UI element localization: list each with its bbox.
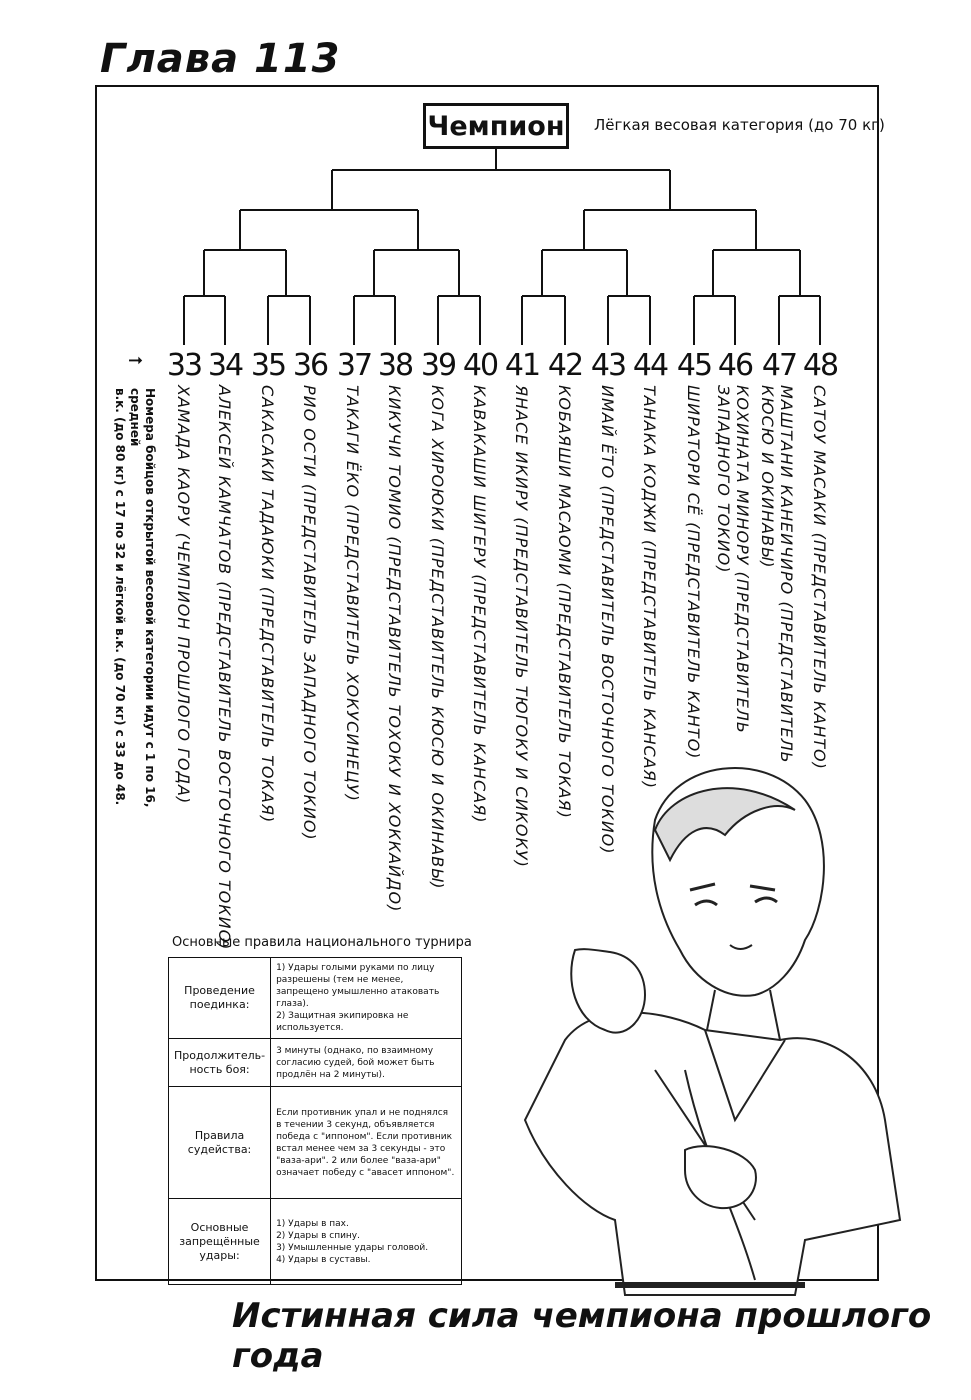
fighter-number: 45: [676, 348, 712, 383]
fighter-name: САТОУ МАСАКИ (ПРЕДСТАВИТЕЛЬ КАНТО): [810, 385, 829, 770]
fighter-number: 44: [632, 348, 668, 383]
fighter-name: ХАМАДА КАОРУ (ЧЕМПИОН ПРОШЛОГО ГОДА): [174, 385, 193, 805]
fighter-name: САКАСАКИ ТАДАЮКИ (ПРЕДСТАВИТЕЛЬ ТОКАЯ): [258, 385, 277, 824]
rule-label: Правила судейства:: [169, 1087, 271, 1199]
fighter-number: 37: [336, 348, 372, 383]
arrow-icon: ➞: [128, 350, 144, 371]
chapter-subtitle: Истинная сила чемпиона прошлого года: [232, 1296, 932, 1376]
fighter-number: 33: [166, 348, 202, 383]
fighter-name: КОБАЯШИ МАСАОМИ (ПРЕДСТАВИТЕЛЬ ТОКАЯ): [555, 385, 574, 819]
table-row: [169, 1039, 462, 1087]
fighter-name: ТАКАГИ ЁКО (ПРЕДСТАВИТЕЛЬ ХОКУСИНЕЦУ): [343, 385, 362, 802]
fighter-number: 40: [462, 348, 498, 383]
fighter-name: ЯНАСЕ ИКИРУ (ПРЕДСТАВИТЕЛЬ ТЮГОКУ И СИКОКУ): [512, 385, 531, 868]
fighter-number: 35: [250, 348, 286, 383]
weight-category: Лёгкая весовая категория (до 70 кг): [594, 116, 885, 134]
fighter-name: ТАНАКА КОДЖИ (ПРЕДСТАВИТЕЛЬ КАНСАЯ): [640, 385, 659, 789]
fighter-number: 38: [377, 348, 413, 383]
rules-table: [168, 957, 462, 1285]
fighter-name: АЛЕКСЕЙ КАМЧАТОВ (ПРЕДСТАВИТЕЛЬ ВОСТОЧНОГО ТОКИО): [215, 385, 234, 951]
fighter-number: 39: [420, 348, 456, 383]
rules-title: Основные правила национального турнира: [172, 935, 472, 950]
fighter-number: 43: [590, 348, 626, 383]
fighter-name: КОГА ХИРОЮКИ (ПРЕДСТАВИТЕЛЬ КЮСЮ И ОКИНАВЫ): [428, 385, 447, 890]
fighter-number: 34: [207, 348, 243, 383]
numbering-note: Номера бойцов открытой весовой категории идут с 1 по 16, средней в.к. (до 80 кг) с 17 по 32 и лёгкой в.к. (до 70 кг) с 33 до 48.: [113, 388, 157, 808]
fighter-name: КОХИНАТА МИНОРУ (ПРЕДСТАВИТЕЛЬ ЗАПАДНОГО ТОКИО): [714, 385, 752, 734]
table-row: [169, 1087, 462, 1199]
rule-label: Продолжитель-ность боя:: [169, 1039, 271, 1087]
fighter-number: 36: [292, 348, 328, 383]
fighter-name: КИКУЧИ ТОМИО (ПРЕДСТАВИТЕЛЬ ТОХОКУ И ХОККАЙДО): [385, 385, 404, 913]
rule-text: 3 минуты (однако, по взаимному согласию судей, бой может быть продлён на 2 минуты).: [271, 1039, 462, 1087]
fighter-name: ИМАЙ ЁТО (ПРЕДСТАВИТЕЛЬ ВОСТОЧНОГО ТОКИО): [598, 385, 617, 855]
table-row: [169, 1199, 462, 1285]
fighter-number: 48: [802, 348, 838, 383]
chapter-title: Глава 113: [100, 36, 341, 82]
fighter-name: РИО ОСТИ (ПРЕДСТАВИТЕЛЬ ЗАПАДНОГО ТОКИО): [300, 385, 319, 841]
rule-text: 1) Удары голыми руками по лицу разрешены (тем не менее, запрещено умышленно атаковать глаза). 2) Защитная экипировка не используется.: [271, 958, 462, 1039]
fighter-number: 47: [761, 348, 797, 383]
fighter-name: КАВАКАШИ ШИГЕРУ (ПРЕДСТАВИТЕЛЬ КАНСАЯ): [470, 385, 489, 824]
champion-box: Чемпион: [423, 103, 569, 149]
rule-text: Если противник упал и не поднялся в течении 3 секунд, объявляется победа с "иппоном". Если противник встал менее чем за 3 секунды - это "ваза-ари". 2 или более "ваза-ари" означает победу с "авасет иппоном".: [271, 1087, 462, 1199]
rule-label: Проведение поединка:: [169, 958, 271, 1039]
table-row: [169, 958, 462, 1039]
rule-label: Основные запрещённые удары:: [169, 1199, 271, 1285]
fighter-name: ШИРАТОРИ СЁ (ПРЕДСТАВИТЕЛЬ КАНТО): [684, 385, 703, 760]
fighter-number: 42: [547, 348, 583, 383]
fighter-illustration: [505, 740, 910, 1300]
rule-text: 1) Удары в пах. 2) Удары в спину. 3) Умышленные удары головой. 4) Удары в суставы.: [271, 1199, 462, 1285]
fighter-number: 46: [717, 348, 753, 383]
fighter-name: МАШТАНИ КАНЕИЧИРО (ПРЕДСТАВИТЕЛЬ КЮСЮ И ОКИНАВЫ): [758, 385, 796, 764]
fighter-number: 41: [504, 348, 540, 383]
